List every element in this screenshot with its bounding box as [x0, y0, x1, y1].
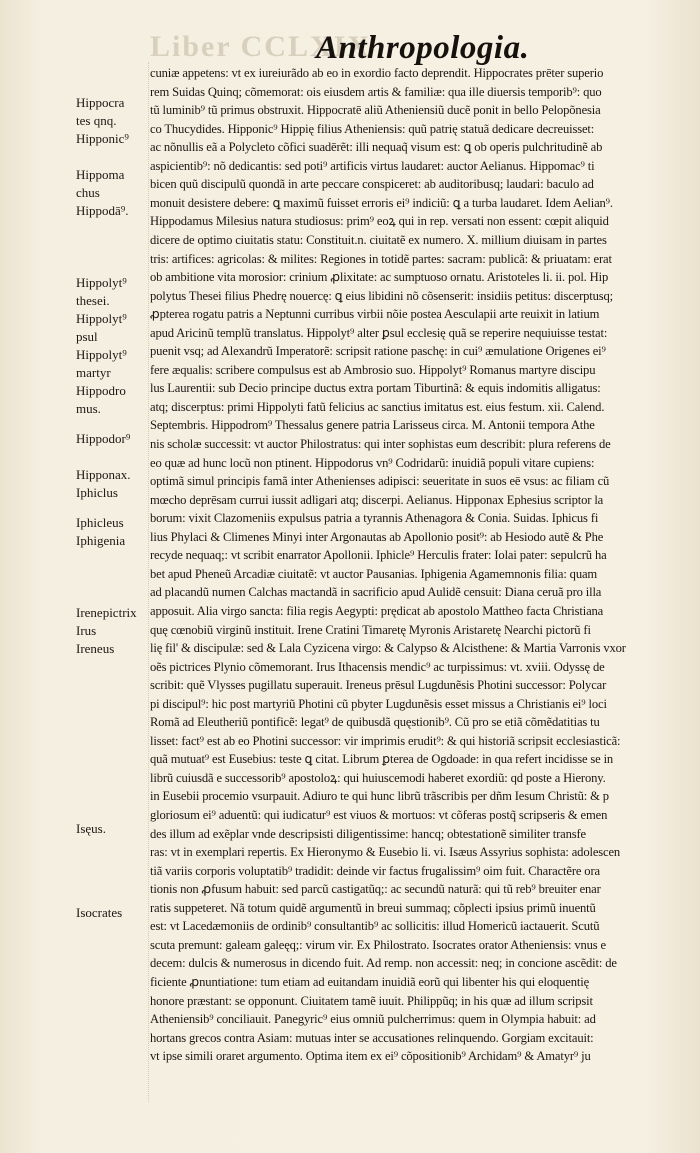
margin-note: Hippodro — [76, 383, 126, 398]
margin-note: Isocrates — [76, 905, 123, 920]
text-line: atq; discerptus: primi Hippolyti fatũ felicius ac sanctius imitatus est. eius festum. xii. Calend. — [150, 400, 605, 414]
text-line: bicen quũ discipulũ quondã in arte peccare conspiceret: ab auditoribusq; laudari: baculo ad — [150, 177, 594, 191]
text-line: des illum ad exẽplar vnde descripsisti diligentissime: hancq; obtestationẽ similiter transfe — [150, 827, 586, 841]
text-line: vt ipse simili oraret argumento. Optima item ex ei⁹ cõpositionib⁹ Archidam⁹ & Amatyr⁹ ju — [150, 1049, 591, 1063]
text-line: tionis non ꝓfusum habuit: sed parcũ castigatũq;: ac secundũ naturã: qui tũ reb⁹ breuiter enar — [150, 882, 601, 896]
text-line: recyde nequaq;: vt scribit enarrator Apollonii. Iphicle⁹ Herculis frater: Iolai pater: sepulcrũ ha — [150, 548, 607, 562]
text-line: pi discipul⁹: hic post martyriũ Photini cũ pbyter Lugdunẽsis esset missus a Christianis ei⁹ loci — [150, 697, 607, 711]
text-line: lisset: fact⁹ est ab eo Photini successor: vir imprimis erudit⁹: & qui historiã scripsit ecclesiasticã: — [150, 734, 621, 748]
margin-note: Irenepictrix — [76, 605, 137, 620]
text-line: optimã simul principis famã inter Athenienses adipisci: seueritate in suos eē vsus: ac filiam cũ — [150, 474, 610, 488]
margin-note: thesei. — [76, 293, 110, 308]
text-line: rem Suidas Quinq; cõmemorat: ois eiusdem artis & familiæ: qua ille diuersis temporib⁹: quo — [150, 85, 602, 99]
margin-note: Hippodor⁹ — [76, 431, 131, 446]
text-line: in Eusebii procemio vsurpauit. Adiuro te qui hunc librũ trãscribis per dñm Iesum Christũ: & p — [150, 789, 609, 803]
text-line: ratis suppeteret. Nã totum quidẽ argumentũ in breui summaq; cõplecti ipsius primũ inuentũ — [150, 901, 596, 915]
text-line: scribit: quẽ Vlysses pugillatu superauit. Ireneus prēsul Lugdunẽsis Photini successor: Polycar — [150, 678, 607, 692]
margin-note: mus. — [76, 401, 101, 416]
text-line: mœcho deprēsam currui iussit adligari atq; discerpi. Aelianus. Hipponax Ephesius scriptor la — [150, 493, 604, 507]
text-line: monuit desistere debere: ꝗ maximũ fuisset erroris ei⁹ indiciũ: ꝗ a turba laudaret. Idem Aelian⁹. — [150, 196, 613, 210]
text-line: polytus Thesei filius Phedrę nouercę: ꝗ eius libidini nõ cõsenserit: insidiis petitus: discerptusq; — [150, 289, 614, 303]
text-line: scuta premunt: galeam galeęq;: virum vir. Ex Philostrato. Isocrates orator Atheniensis: vnus e — [150, 938, 606, 952]
text-line: oẽs pictrices Plynio cõmemorant. Irus Ithacensis mendic⁹ ac turpissimus: vt. xviii. Odyssę de — [150, 660, 605, 674]
text-line: apposuit. Alia virgo sancta: filia regis Aegypti: prędicat ab apostolo Mattheo facta Christiana — [150, 604, 604, 618]
show-through-text: Liber CCLXIX — [150, 30, 371, 63]
text-line: puenit vsq; ad Alexandrũ Imperatorẽ: scripsit ratione paschę: in cui⁹ æmulatione Origenes ei⁹ — [150, 344, 606, 358]
margin-note: Hipponic⁹ — [76, 131, 129, 146]
margin-note: Hippodā⁹. — [76, 203, 129, 218]
text-line: ficiente ꝓnuntiatione: tum etiam ad euitandam inuidiã eorũ qui libenter his qui eloquentię — [150, 975, 590, 989]
text-line: cuniæ appetens: vt ex iureiurãdo ab eo in exordio facto deprendit. Hippocrates prēter superio — [150, 66, 604, 80]
text-line: honore præstant: se opponunt. Ciuitatem tamẽ iuuit. Philippũq; in his quæ ad illum scripsit — [150, 994, 593, 1008]
margin-note: Iphigenia — [76, 533, 126, 548]
text-line: nis scholæ successit: vt auctor Philostratus: qui inter sophistas eum describit: plura referens de — [150, 437, 611, 451]
text-line: hortans grecos contra Asiam: mutuas inter se accusationes relinquendo. Gorgiam excitauit: — [150, 1031, 594, 1045]
text-line: ras: vt in exemplari repertis. Ex Hieronymo & Eusebio li. vi. Isæus Assyrius sophista: adolescen — [150, 845, 621, 859]
text-line: quę cœnobiũ virginũ instituit. Irene Cratini Timaretę Myronis Aristaretę Nearchi pictorũ fi — [150, 623, 591, 637]
margin-note: Hippolyt⁹ — [76, 311, 127, 326]
margin-note: Hippocra — [76, 95, 125, 110]
margin-note: tes qnq. — [76, 113, 117, 128]
text-line: lus Laurentii: sub Decio principe ductus extra portam Tiburtinã: & equis indomitis alligatus: — [150, 381, 601, 395]
text-line: tris: artifices: agricolas: & milites: Regiones in totidẽ partes: sacram: publicã: & priuatam: erat — [150, 252, 612, 266]
text-line: dicere de optimo ciuitatis statu: Constituit.n. ciuitatẽ ex numero. X. millium diuisam in partes — [150, 233, 607, 247]
text-line: Romã ad Eleutheriũ pontificẽ: legat⁹ de quibusdã quęstionib⁹. Cũ pro se etiã cõmẽdatitias tu — [150, 715, 600, 729]
margin-note: chus — [76, 185, 100, 200]
margin-note: psul — [76, 329, 98, 344]
text-line: Atheniensib⁹ conciliauit. Panegyric⁹ eius omniũ pulcherrimus: quem in Olympia habuit: ad — [150, 1012, 596, 1026]
running-head: Anthropologia. — [316, 30, 530, 66]
margin-note: Hippolyt⁹ — [76, 347, 127, 362]
text-line: tiã variis corporis voluptatib⁹ tradidit: deinde vir factus frugalissim⁹ oim fuit. Charactẽre ora — [150, 864, 600, 878]
margin-note: Iphiclus — [76, 485, 118, 500]
margin-note: Isęus. — [76, 821, 106, 836]
text-line: ob ambitione vita morosior: crinium ꝓlixitate: ac sumptuoso ornatu. Aristoteles li. ii. pol. Hip — [150, 270, 609, 284]
text-line: eo quæ ad hunc locũ non ptinent. Hippodorus vn⁹ Codridarũ: inuidiã populi vitare cupiens: — [150, 456, 595, 470]
text-line: apud Aricinũ templũ translatus. Hippolyt⁹ alter ꝑsul ecclesię quã se reperire nequiuisse testat: — [150, 326, 608, 340]
margin-note: Hipponax. — [76, 467, 131, 482]
text-line: librũ cuiusdã e successorib⁹ apostoloꝝ: qui huiuscemodi haberet exordiũ: qd poste a Hierony. — [150, 771, 606, 785]
margin-note: Hippolyt⁹ — [76, 275, 127, 290]
text-line: decem: dulcis & numerosus in dicendo fuit. Ad remp. non accessit: neq; in concione ascẽdit: de — [150, 956, 617, 970]
margin-note: Irus — [76, 623, 97, 638]
text-line: lius Phylaci & Climenes Minyi inter Argonautas ab Apollonio posit⁹: ab Hesiodo autẽ & Phe — [150, 530, 604, 544]
text-line: borum: vixit Clazomeniis expulsus patria a tyrannis Athenagora & Conia. Suidas. Iphicus fi — [150, 511, 599, 525]
text-line: est: vt Lacedæmoniis de ordinib⁹ consultantib⁹ ac sollicitis: illud Homericũ iactauerit. Scutũ — [150, 919, 600, 933]
text-line: ꝓpterea rogatu patris a Neptunni curribus virbii nõie postea Aesculapii arte reuixit in latium — [150, 307, 600, 321]
text-line: aspicientib⁹: nõ dedicantis: sed poti⁹ artificis virtus laudaret: auctor Aelianus. Hippomac⁹ ti — [150, 159, 595, 173]
margin-note: martyr — [76, 365, 111, 380]
text-line: bet apud Pheneũ Arcadiæ ciuitatẽ: vt auctor Pausanias. Iphigenia Agamemnonis filia: quam — [150, 567, 598, 581]
margin-note: Hippoma — [76, 167, 125, 182]
text-line: ac nõnullis eã a Polycleto cõfici suadērẽt: illi nequaq̃ visum est: ꝗ ob operis pulchritudinẽ ab — [150, 140, 603, 154]
text-line: Septembris. Hippodrom⁹ Thessalus genere patria Larisseus circa. M. Antonii tempora Athe — [150, 418, 595, 432]
margin-note: Ireneus — [76, 641, 115, 656]
text-line: Hippodamus Milesius natura studiosus: prim⁹ eoꝝ qui in rep. versati non essent: cœpit aliquid — [150, 214, 609, 228]
text-line: lię fil' & discipulæ: sed & Lala Cyzicena virgo: & Calypso & Alcisthene: & Martia Varronis vxor — [150, 641, 626, 655]
text-line: gloriosum ei⁹ aduentũ: qui iudicatur⁹ est viuos & mortuos: vt cõferas postq̃ scripseris & emen — [150, 808, 608, 822]
text-line: ad placandũ numen Calchas mactandã in sacrificio apud Aulidẽ censuit: Diana ceruã pro illa — [150, 585, 602, 599]
text-line: co Thucydides. Hipponic⁹ Hippię filius Atheniensis: quũ patrię statuã dedicare decreuisset: — [150, 122, 595, 136]
margin-note: Iphicleus — [76, 515, 124, 530]
text-line: fere æqualis: scribere compulsus est ab Ambrosio suo. Hippolyt⁹ Romanus martyre discipu — [150, 363, 596, 377]
text-line: quã mutuat⁹ est Eusebius: teste ꝗ citat. Librum ꝑterea de Ogdoade: in qua refert incidisse se in — [150, 752, 614, 766]
text-line: tũ luminib⁹ tũ primus obstruxit. Hippocratē aliũ Atheniensiũ ducẽ ponit in bello Pelopõnesia — [150, 103, 601, 117]
